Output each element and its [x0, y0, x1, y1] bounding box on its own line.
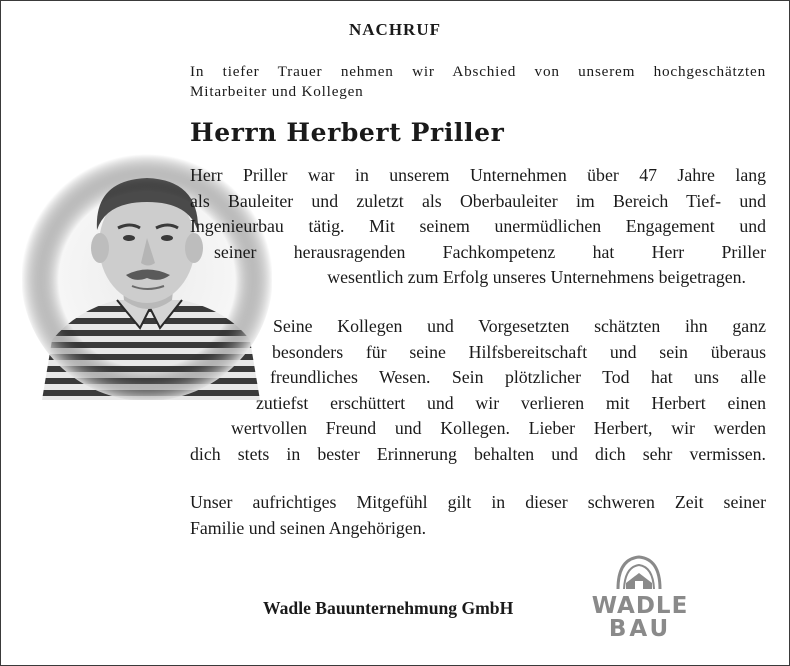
- paragraph-line: Unser aufrichtiges Mitgefühl gilt in dieser schweren Zeit seiner: [190, 492, 766, 512]
- paragraph-line: wesentlich zum Erfolg unseres Unternehmens beigetragen.: [327, 267, 746, 288]
- paragraph-line: besonders für seine Hilfsbereitschaft und sein überaus: [272, 341, 766, 362]
- intro-line: In tiefer Trauer nehmen wir Abschied von unserem hochgeschätzten: [190, 63, 766, 80]
- paragraph-line: als Bauleiter und zuletzt als Oberbauleiter im Bereich Tief- und: [190, 190, 766, 211]
- company-signature: Wadle Bauunternehmung GmbH: [263, 598, 514, 618]
- paragraph-line: zutiefst erschüttert und wir verlieren mit Herbert einen: [256, 392, 766, 413]
- intro-text: [190, 62, 766, 102]
- notice-heading: NACHRUF: [349, 20, 441, 39]
- paragraph-line: wertvollen Freund und Kollegen. Lieber Herbert, wir werden: [231, 418, 766, 439]
- paragraph-line: Herr Priller war in unserem Unternehmen über 47 Jahre lang: [190, 165, 766, 185]
- paragraph-career: [190, 163, 766, 291]
- logo-text-line2: BAU: [608, 616, 672, 642]
- deceased-name: Herrn Herbert Priller: [190, 118, 505, 147]
- paragraph-line: dich stets in bester Erinnerung behalten und dich sehr vermissen.: [190, 443, 766, 464]
- intro-line: Mitarbeiter und Kollegen: [190, 83, 364, 100]
- logo-text-line1: WADLE: [591, 593, 689, 619]
- paragraph-line: seiner herausragenden Fachkompetenz hat Herr Priller: [214, 241, 766, 262]
- house-roof-arc-icon: [608, 553, 670, 593]
- paragraph-line: Familie und seinen Angehörigen.: [190, 517, 427, 538]
- paragraph-condolence: [190, 490, 766, 541]
- company-logo: [585, 553, 695, 643]
- paragraph-line: Ingenieurbau tätig. Mit seinem unermüdlichen Engagement und: [190, 216, 766, 237]
- paragraph-colleagues: [190, 314, 766, 468]
- paragraph-line: freundliches Wesen. Sein plötzlicher Tod hat uns alle: [270, 367, 766, 388]
- paragraph-line: Seine Kollegen und Vorgesetzten schätzten ihn ganz: [273, 316, 766, 336]
